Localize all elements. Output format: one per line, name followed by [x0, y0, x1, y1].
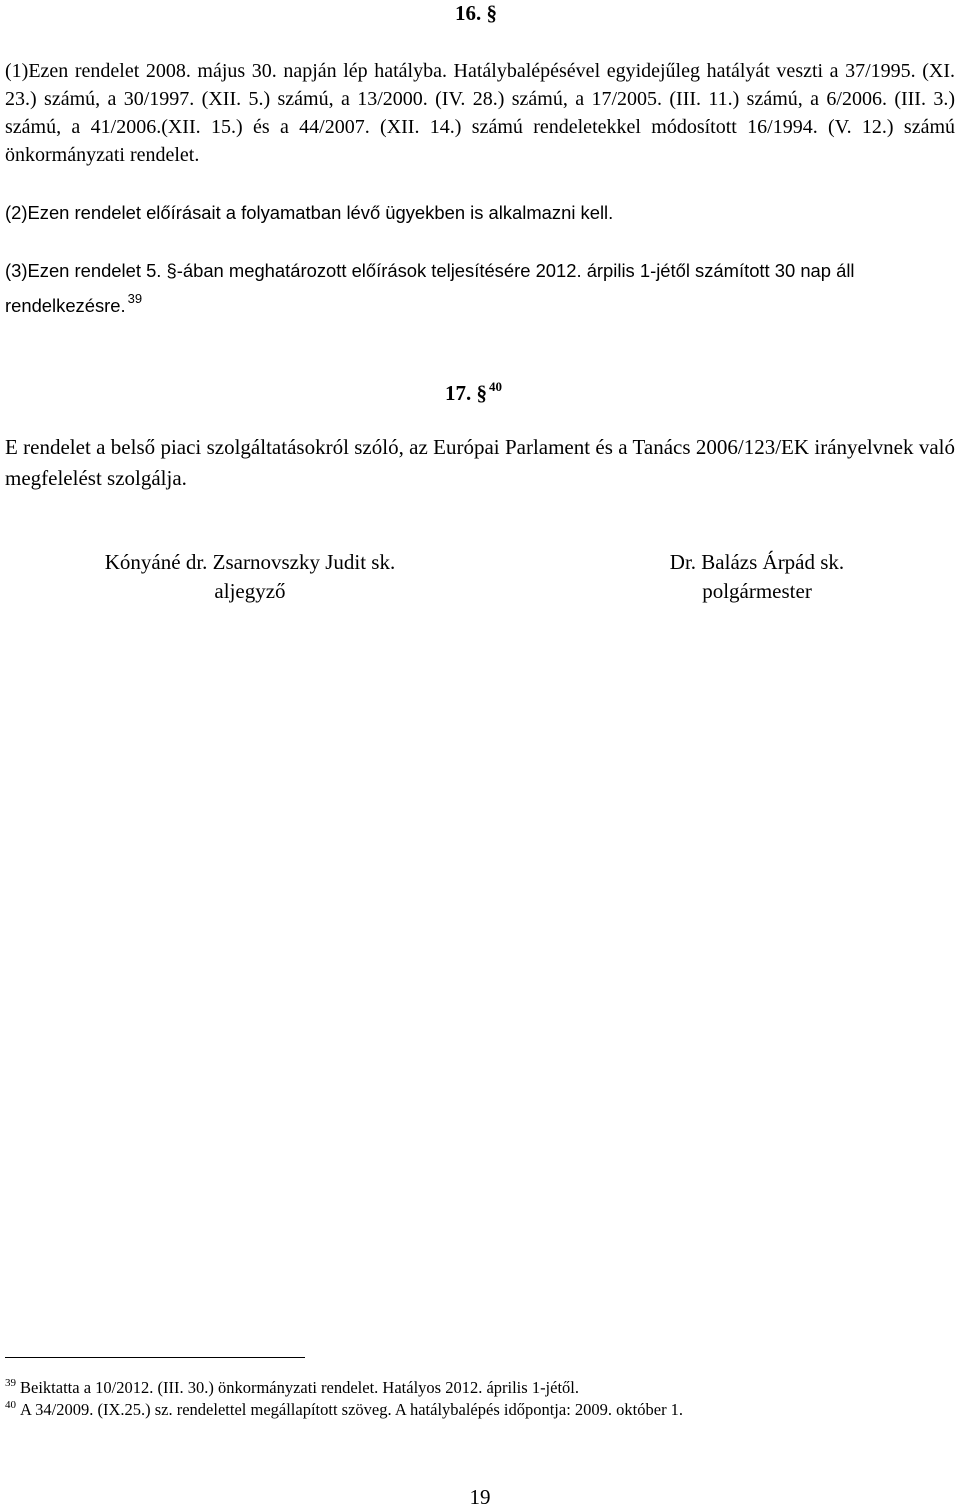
section-16-number: 16.	[455, 1, 482, 25]
section-17-symbol: §	[476, 381, 487, 405]
footnote-separator	[5, 1357, 305, 1358]
paragraph-3	[5, 257, 955, 320]
footnote-number: 39	[5, 1377, 16, 1389]
signature-title: polgármester	[702, 579, 812, 603]
signature-name: Kónyáné dr. Zsarnovszky Judit sk.	[104, 550, 396, 574]
footnote-text: Beiktatta a 10/2012. (III. 30.) önkormányzati rendelet. Hatályos 2012. április 1-jétől.	[20, 1378, 580, 1397]
footnote-text: A 34/2009. (IX.25.) sz. rendelettel megállapított szöveg. A hatálybalépés időpontja: 2009. október 1.	[20, 1400, 684, 1419]
paragraph-1: (1)Ezen rendelet 2008. május 30. napján lép hatályba. Hatálybalépésével egyidejűleg hatályát veszti a 37/1995. (XI. 23.) számú, a 30/1997. (XII. 5.) számú, a 13/2000. (IV. 28.) számú, a 17/2005. (III. 11.) számú, a 6/2006. (III. 3.) számú, a 41/2006.(XII. 15.) és a 44/2007. (XII. 14.) számú rendeletekkel módosított 16/1994. (V. 12.) számú önkormányzati rendelet.	[5, 60, 955, 166]
section-17-heading	[445, 380, 502, 404]
paragraph-2: (2)Ezen rendelet előírásait a folyamatban lévő ügyekben is alkalmazni kell.	[5, 202, 614, 223]
signature-name: Dr. Balázs Árpád sk.	[669, 550, 845, 574]
footnote-40	[5, 1394, 683, 1421]
section-17-number: 17.	[445, 381, 472, 405]
section-16-heading	[455, 3, 497, 24]
footnote-ref-40[interactable]: 40	[489, 379, 502, 394]
paragraph-3-text: (3)Ezen rendelet 5. §-ában meghatározott előírások teljesítésére 2012. árpilis 1-jétől számított 30 nap áll rendelkezésre.	[5, 260, 855, 316]
paragraph-4: E rendelet a belső piaci szolgáltatásokról szóló, az Európai Parlament és a Tanács 2006/123/EK irányelvnek való megfelelést szolgálja.	[5, 435, 955, 490]
signature-title: aljegyző	[214, 579, 286, 603]
signature-block-2	[577, 548, 937, 606]
section-16-symbol: §	[486, 1, 497, 25]
footnote-ref-39[interactable]: 39	[127, 291, 143, 306]
footnote-number: 40	[5, 1399, 16, 1411]
page-number: 19	[469, 1485, 491, 1509]
signature-block-1	[50, 548, 450, 606]
